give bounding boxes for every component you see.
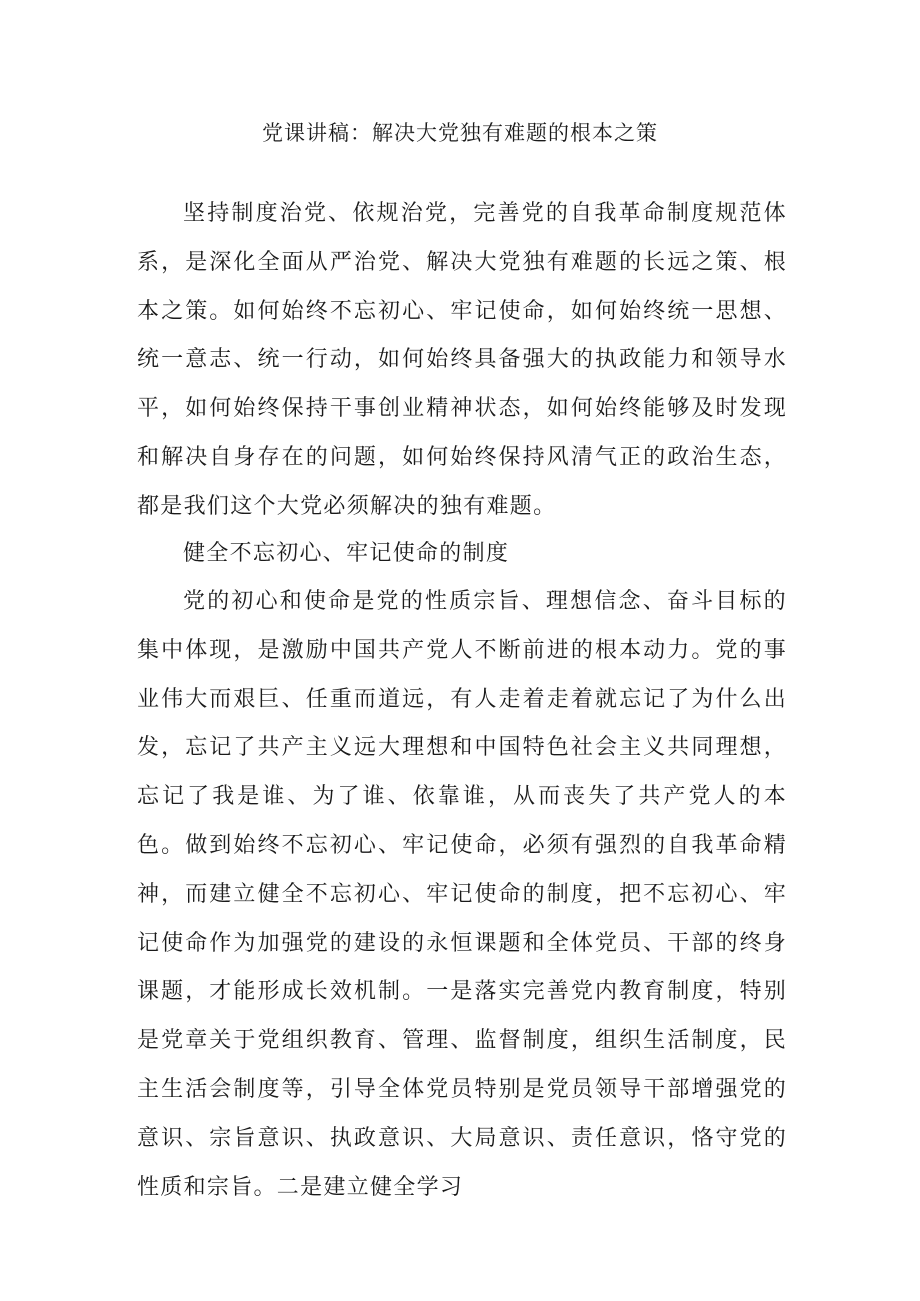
section-heading: 健全不忘初心、牢记使命的制度	[183, 541, 510, 566]
intro-paragraph: 坚持制度治党、依规治党，完善党的自我革命制度规范体系，是深化全面从严治党、解决大党独有难题的长远之策、根本之策。如何始终不忘初心、牢记使命，如何始终统一思想、统一意志、统一行动，如何始终具备强大的执政能力和领导水平，如何始终保持干事创业精神状态，如何始终能够及时发现和解决自身存在的问题，如何始终保持风清气正的政治生态，都是我们这个大党必须解决的独有难题。	[137, 201, 787, 519]
document-title: 党课讲稿：解决大党独有难题的根本之策	[262, 121, 658, 145]
body-paragraph: 党的初心和使命是党的性质宗旨、理想信念、奋斗目标的集中体现，是激励中国共产党人不断前进的根本动力。党的事业伟大而艰巨、任重而道远，有人走着走着就忘记了为什么出发，忘记了共产主义远大理想和中国特色社会主义共同理想，忘记了我是谁、为了谁、依靠谁，从而丧失了共产党人的本色。做到始终不忘初心、牢记使命，必须有强烈的自我革命精神，而建立健全不忘初心、牢记使命的制度，把不忘初心、牢记使命作为加强党的建设的永恒课题和全体党员、干部的终身课题，才能形成长效机制。一是落实完善党内教育制度，特别是党章关于党组织教育、管理、监督制度，组织生活制度，民主生活会制度等，引导全体党员特别是党员领导干部增强党的意识、宗旨意识、执政意识、大局意识、责任意识，恪守党的性质和宗旨。二是建立健全学习	[137, 589, 787, 1200]
